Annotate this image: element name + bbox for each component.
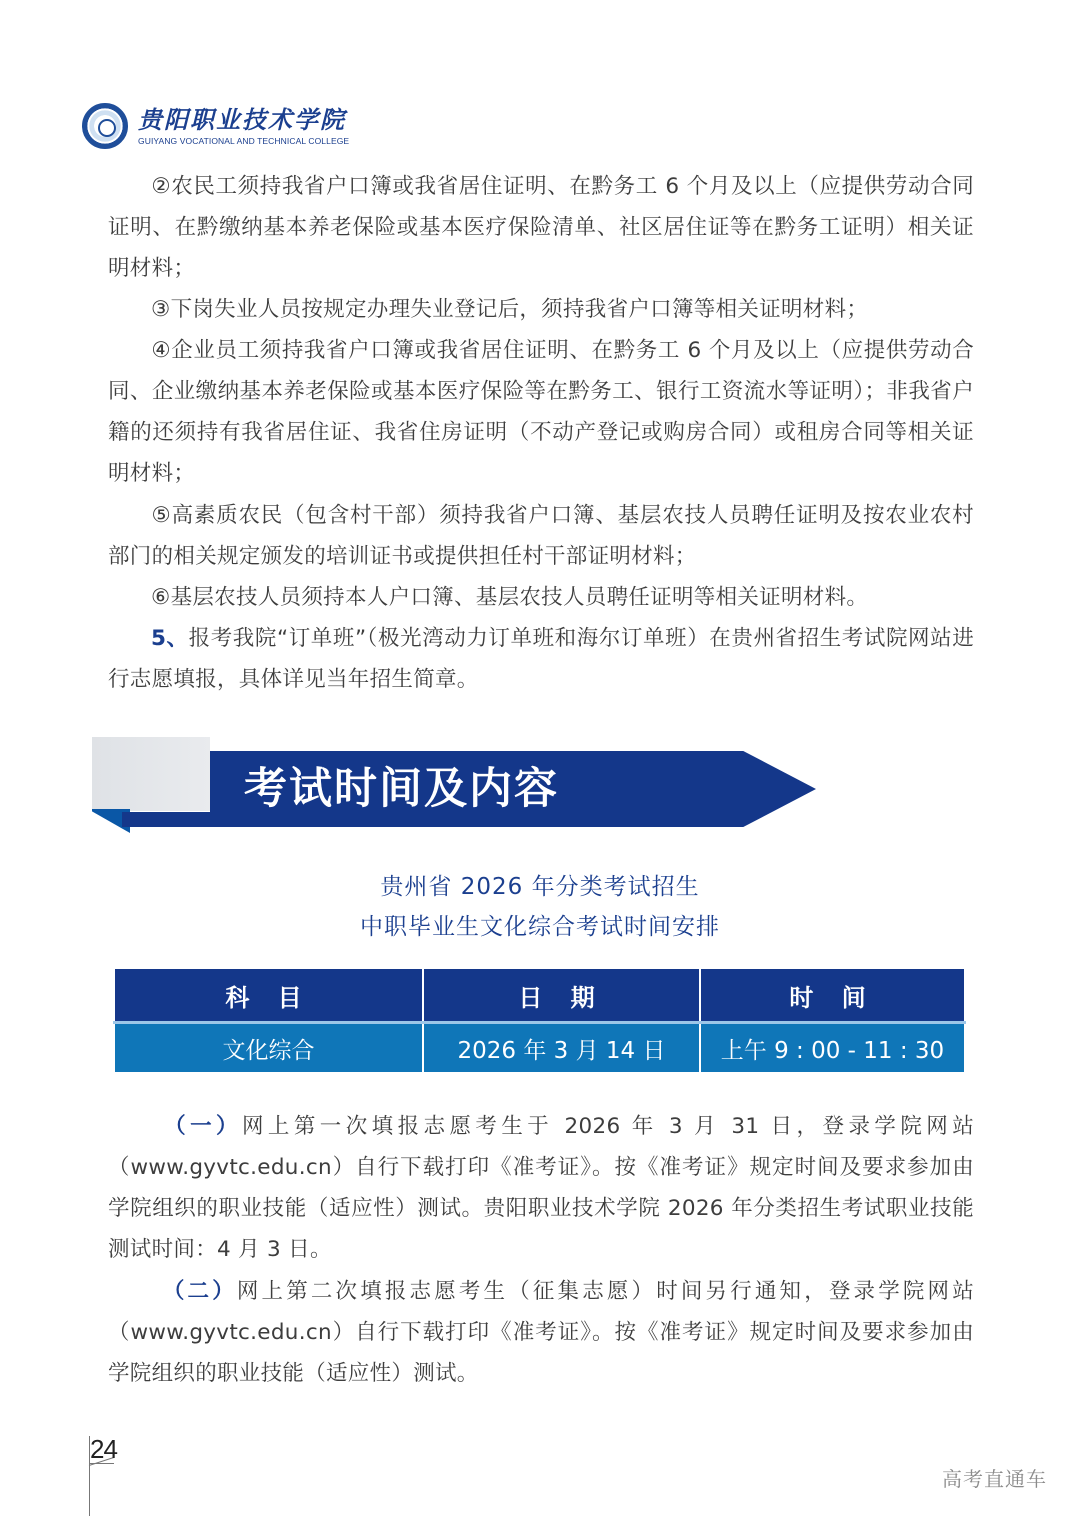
college-logo xyxy=(82,103,349,149)
paragraph-text: ④企业员工须持我省户口簿或我省居住证明、在黔务工 6 个月及以上（应提供劳动合同、企业缴纳基本养老保险或基本医疗保险等在黔务工、银行工资流水等证明）；非我省户籍的还须持有我省居住证、我省住房证明（不动产登记或购房合同）或租房合同等相关证明材料； xyxy=(108,338,974,486)
logo-chinese-name: 贵阳职业技术学院 xyxy=(138,105,346,134)
schedule-caption-line2: 中职毕业生文化综合考试时间安排 xyxy=(360,914,720,940)
section-title: 考试时间及内容 xyxy=(244,764,559,814)
watermark: 高考直通车 xyxy=(942,1467,1047,1491)
paragraph-agri-technicians xyxy=(108,577,974,618)
note-second-round xyxy=(108,1271,974,1394)
exam-schedule-table xyxy=(113,967,966,1074)
paragraph-text: ⑥基层农技人员须持本人户口簿、基层农技人员聘任证明等相关证明材料。 xyxy=(151,585,869,610)
page-number: 24 xyxy=(90,1434,117,1464)
paragraph-text: ②农民工须持我省户口簿或我省居住证明、在黔务工 6 个月及以上（应提供劳动合同证明、在黔缴纳基本养老保险或基本医疗保险清单、社区居住证等在黔务工证明）相关证明材料； xyxy=(108,174,974,281)
table-header-row xyxy=(114,968,965,1023)
note-label: （一） xyxy=(160,1114,242,1139)
logo-english-name: GUIYANG VOCATIONAL AND TECHNICAL COLLEGE xyxy=(138,136,350,146)
note-text: 网上第一次填报志愿考生于 2026 年 3 月 31 日，登录学院网站（www.gyvtc.edu.cn）自行下载打印《准考证》。按《准考证》规定时间及要求参加由学院组织的职业技能（适应性）测试。贵阳职业技术学院 2026 年分类招生考试职业技能测试时间：4 月 3 日。 xyxy=(108,1114,974,1262)
column-header-date: 日 期 xyxy=(423,968,700,1023)
column-header-subject: 科 目 xyxy=(114,968,423,1023)
column-header-time: 时 间 xyxy=(700,968,965,1023)
note-first-round xyxy=(108,1106,974,1270)
table-row xyxy=(114,1023,965,1074)
item-number: 5、 xyxy=(151,626,189,651)
note-label: （二） xyxy=(160,1279,237,1304)
paragraph-text: 报考我院“订单班”（极光湾动力订单班和海尔订单班）在贵州省招生考试院网站进行志愿填报，具体详见当年招生简章。 xyxy=(108,626,974,692)
paragraph-text: ⑤高素质农民（包含村干部）须持我省户口簿、基层农技人员聘任证明及按农业农村部门的相关规定颁发的培训证书或提供担任村干部证明材料； xyxy=(108,503,974,569)
college-emblem-icon xyxy=(82,103,128,149)
note-text: 网上第二次填报志愿考生（征集志愿）时间另行通知，登录学院网站（www.gyvtc.edu.cn）自行下载打印《准考证》。按《准考证》规定时间及要求参加由学院组织的职业技能（适应性）测试。 xyxy=(108,1279,974,1386)
cell-subject: 文化综合 xyxy=(114,1023,423,1074)
logo-text xyxy=(138,106,349,146)
cell-time: 上午 9 : 00 - 11 : 30 xyxy=(700,1023,965,1074)
paragraph-enterprise-employees xyxy=(108,330,974,494)
paragraph-text: ③下岗失业人员按规定办理失业登记后，须持我省户口簿等相关证明材料； xyxy=(151,297,869,322)
paragraph-order-class xyxy=(108,618,974,700)
cell-date: 2026 年 3 月 14 日 xyxy=(423,1023,700,1074)
banner-grey-block xyxy=(92,737,210,811)
schedule-caption-line1: 贵州省 2026 年分类考试招生 xyxy=(380,874,700,900)
section-banner xyxy=(92,737,822,829)
paragraph-unemployed xyxy=(108,289,974,330)
paragraph-farmers xyxy=(108,495,974,577)
paragraph-migrant-workers xyxy=(108,166,974,289)
